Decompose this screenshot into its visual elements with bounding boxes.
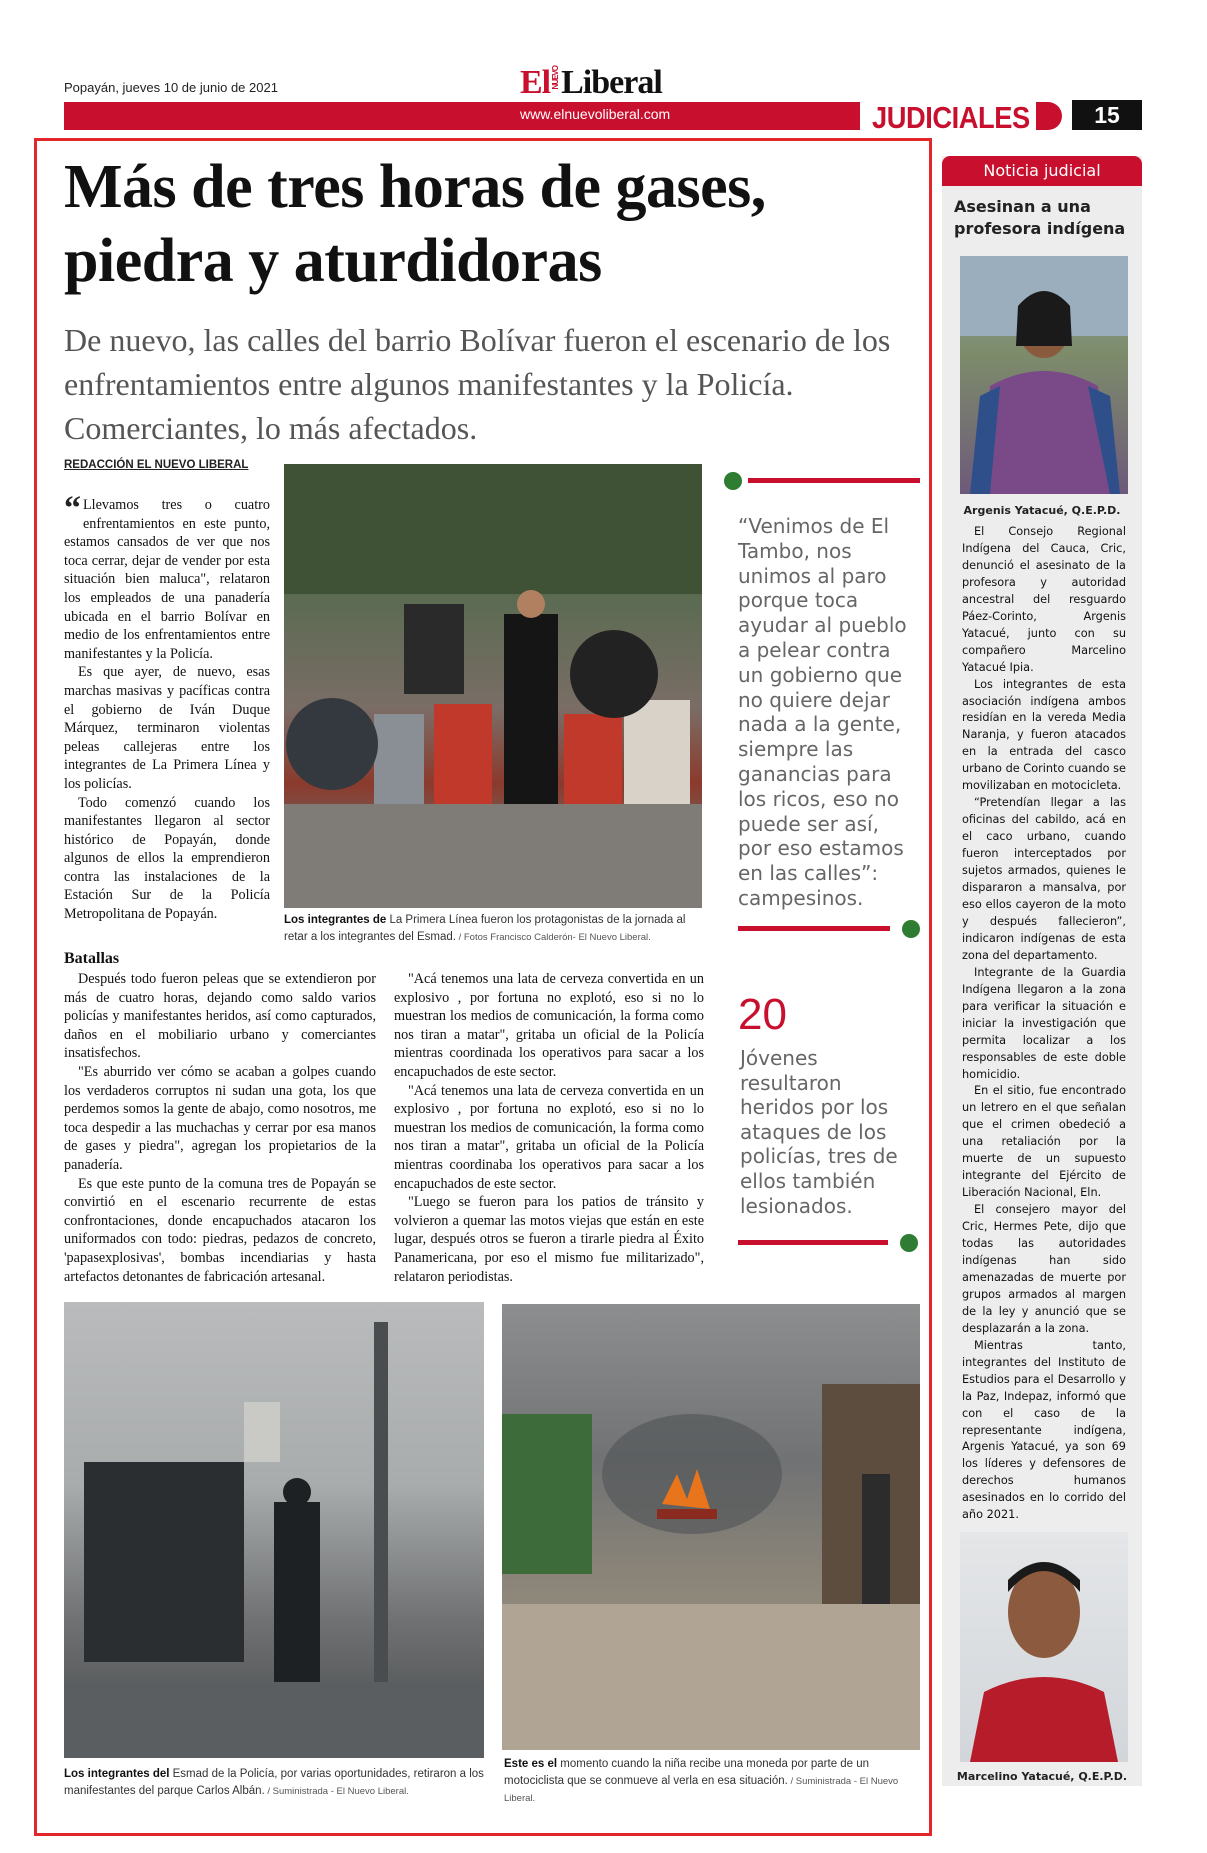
paragraph: "Acá tenemos una lata de cerveza convertida en un explosivo , por fortuna no explotó, eso si no lo muestran los medios de comunicación, la forma como nos tiran a matar", gritaba un oficial de la Policía mientras coordinaba los operativos para sacar a los encapuchados de este sector. <box>394 1082 704 1192</box>
article-headline: Más de tres horas de gases, piedra y aturdidoras <box>64 153 766 295</box>
sidebar-photo-caption: Argenis Yatacué, Q.E.P.D. <box>963 504 1121 517</box>
caption-text: momento cuando la niña recibe una moneda por parte de un motociclista que se conmueve al verla en esa situación. <box>504 1758 870 1787</box>
paragraph: Llevamos tres o cuatro enfrentamientos en este punto, estamos cansados de ver que nos toca cerrar, dejar de vender por esta situación bien maluca", relataron los empleados de una panadería ubicada en el barrio Bolívar en medio de los enfrentamientos entre manifestantes y la Policía. <box>64 497 270 662</box>
pull-quote-rule <box>748 478 920 483</box>
paragraph: "Acá tenemos una lata de cerveza convertida en un explosivo , por fortuna no explotó, eso si no lo muestran los medios de comunicación, la forma como nos tiran a matar", gritaba un oficial de la Policía mientras coordinada los operativos para sacar a los encapuchados de este sector. <box>394 971 704 1080</box>
stat-text: Jóvenes resultaron heridos por los ataques de los policías, tres de ellos también lesionados. <box>740 1046 898 1218</box>
photo-credit: / Fotos Francisco Calderón- El Nuevo Liberal. <box>455 932 651 943</box>
street-scene-illustration <box>502 1304 920 1750</box>
photo-caption <box>64 1766 484 1800</box>
portrait-illustration <box>960 1532 1128 1762</box>
opening-quote-icon: “ <box>64 490 81 527</box>
article-column-2 <box>64 970 376 1286</box>
section-swoosh-icon <box>1036 102 1062 130</box>
paragraph: "Es aburrido ver cómo se acaban a golpes cuando los verdaderos corruptos ni sudan una gota, los que perdemos somos la gente de abajo, como nosotros, me toca despedir a las muchachas y cerrar por esa manos de gases y piedra", agregan los propietarios de la panadería. <box>64 1063 376 1173</box>
article-byline: REDACCIÓN EL NUEVO LIBERAL <box>64 459 249 471</box>
sidebar-tab: Noticia judicial <box>942 156 1142 186</box>
photo-credit: / Suministrada - El Nuevo Liberal. <box>504 1776 899 1804</box>
page-number: 15 <box>1072 100 1142 130</box>
paragraph: Mientras tanto, integrantes del Instituto de Estudios para el Desarrollo y la Paz, Indepaz, informó que con el caso de la representante indígena, Argenis Yatacué, ya son 69 los líderes y defensores de derechos humanos asesinados en lo corrido del año 2021. <box>962 1338 1126 1522</box>
stat-dot-icon <box>900 1234 918 1252</box>
paragraph: Integrante de la Guardia Indígena llegaron a la zona para verificar la situación e iniciar la investigación que permita localizar a los responsables de este doble homicidio. <box>962 965 1126 1081</box>
pull-quote-dot-icon <box>724 472 742 490</box>
header-red-bar <box>64 102 860 130</box>
barricade-illustration <box>284 464 702 908</box>
section-title: JUDICIALES <box>872 100 1030 135</box>
caption-lead: Los integrantes del <box>64 1768 170 1780</box>
article-column-3 <box>394 970 704 1286</box>
issue-date: Popayán, jueves 10 de junio de 2021 <box>64 80 278 95</box>
photo-credit: / Suministrada - El Nuevo Liberal. <box>264 1786 409 1797</box>
photo-caption <box>504 1756 924 1807</box>
stat-number: 20 <box>738 990 787 1039</box>
police-scene-illustration <box>64 1302 484 1758</box>
photo-caption <box>284 912 704 946</box>
article-column-1 <box>64 490 270 924</box>
pull-quote-dot-icon <box>902 920 920 938</box>
marcelino-yatacue-portrait <box>960 1532 1128 1762</box>
paragraph: Es que este punto de la comuna tres de Popayán se convirtió en el escenario recurrente de estas confrontaciones, donde encapuchados atacaron los uniformados con todo: piedras, pedazos de concreto, 'papasexplosivas', bombas incendiarias y hasta artefactos detonantes de fabricación artesanal. <box>64 1175 376 1285</box>
protest-barricade-photo <box>284 464 702 908</box>
portrait-illustration <box>960 256 1128 494</box>
argenis-yatacue-portrait <box>960 256 1128 494</box>
sidebar-title: Asesinan a una profesora indígena <box>954 197 1126 238</box>
logo-liberal: Liberal <box>561 64 662 101</box>
paragraph: El consejero mayor del Cric, Hermes Pete, dijo que todas las autoridades indígenas han sido amenazadas de muerte por grupos armados al margen de la ley y anunció que se desplazarán a la zona. <box>962 1203 1126 1335</box>
paragraph: En el sitio, fue encontrado un letrero en el que señalan que el crimen obedeció a una retaliación por la muerte de un supuesto integrante del Ejército de Liberación Nacional, Eln. <box>962 1084 1126 1200</box>
caption-text: Esmad de la Policía, por varias oportunidades, retiraron a los manifestantes del parque Carlos Albán. <box>64 1768 484 1797</box>
stat-rule <box>738 1240 888 1245</box>
paragraph: Después todo fueron peleas que se extendieron por más de cuatro horas, dejando como saldo varios policías y manifestantes heridos, así como capturados, daños en el mobiliario urbano y comerciantes insatisfechos. <box>64 971 376 1062</box>
caption-text: La Primera Línea fueron los protagonistas de la jornada al retar a los integrantes del Esmad. <box>284 914 686 943</box>
paragraph: Todo comenzó cuando los manifestantes llegaron al sector histórico de Popayán, donde algunos de ellos la emprendieron contra las instalaciones de la Estación Sur de la Policía Metropolitana de Popayán. <box>64 794 270 923</box>
paragraph: “Pretendían llegar a las oficinas del cabildo, acá en el caco urbano, cuando fueron interceptados por sujetos armados, quienes le dispararon a mansalva, por eso ellos cayeron de la moto y después fallecieron”, indicaron indígenas de esta zona del departamento. <box>962 796 1126 962</box>
burning-street-photo <box>502 1304 920 1750</box>
subhead: Batallas <box>64 950 120 967</box>
caption-lead: Este es el <box>504 1758 558 1770</box>
paragraph: "Luego se fueron para los patios de tránsito y volvieron a quemar las motos viejas que están en este lugar, después otros se fueron a tirarle piedra al Éxito Panamericana, por eso el mismo fue militarizado", relataron periodistas. <box>394 1194 704 1285</box>
caption-lead: Los integrantes de <box>284 914 387 926</box>
paragraph: Es que ayer, de nuevo, esas marchas masivas y pacíficas contra el gobierno de Iván Duque Márquez, terminaron violentas peleas callejeras entre los integrantes de La Primera Línea y los policías. <box>64 664 270 792</box>
pull-quote: “Venimos de El Tambo, nos unimos al paro porque toca ayudar al pueblo a pelear contra un gobierno que no quiere dejar nada a la gente, siempre las ganancias para los ricos, eso no puede ser así, por eso estamos en las calles”: campesinos. <box>738 514 907 910</box>
pull-quote-rule <box>738 926 890 931</box>
sidebar-body <box>962 524 1126 1524</box>
logo-el: El <box>520 64 551 101</box>
article-dek: De nuevo, las calles del barrio Bolívar fueron el escenario de los enfrentamientos entre algunos manifestantes y la Policía. Comerciantes, lo más afectados. <box>64 322 891 446</box>
sidebar-photo-caption: Marcelino Yatacué, Q.E.P.D. <box>956 1770 1128 1783</box>
newspaper-logo[interactable] <box>520 64 662 102</box>
paragraph: Los integrantes de esta asociación indígena ambos residían en la vereda Media Naranja, y fueron atacados en la entrada del casco urbano de Corinto cuando se movilizaban en motocicleta. <box>962 677 1126 793</box>
police-tear-gas-photo <box>64 1302 484 1758</box>
logo-nuevo: NUEVO <box>551 65 561 89</box>
paragraph: El Consejo Regional Indígena del Cauca, Cric, denunció el asesinato de la profesora y autoridad ancestral del resguardo Páez-Corinto, Argenis Yatacué, junto con su compañero Marcelino Yatacué Ipia. <box>962 525 1126 674</box>
website-url[interactable]: www.elnuevoliberal.com <box>520 106 671 122</box>
